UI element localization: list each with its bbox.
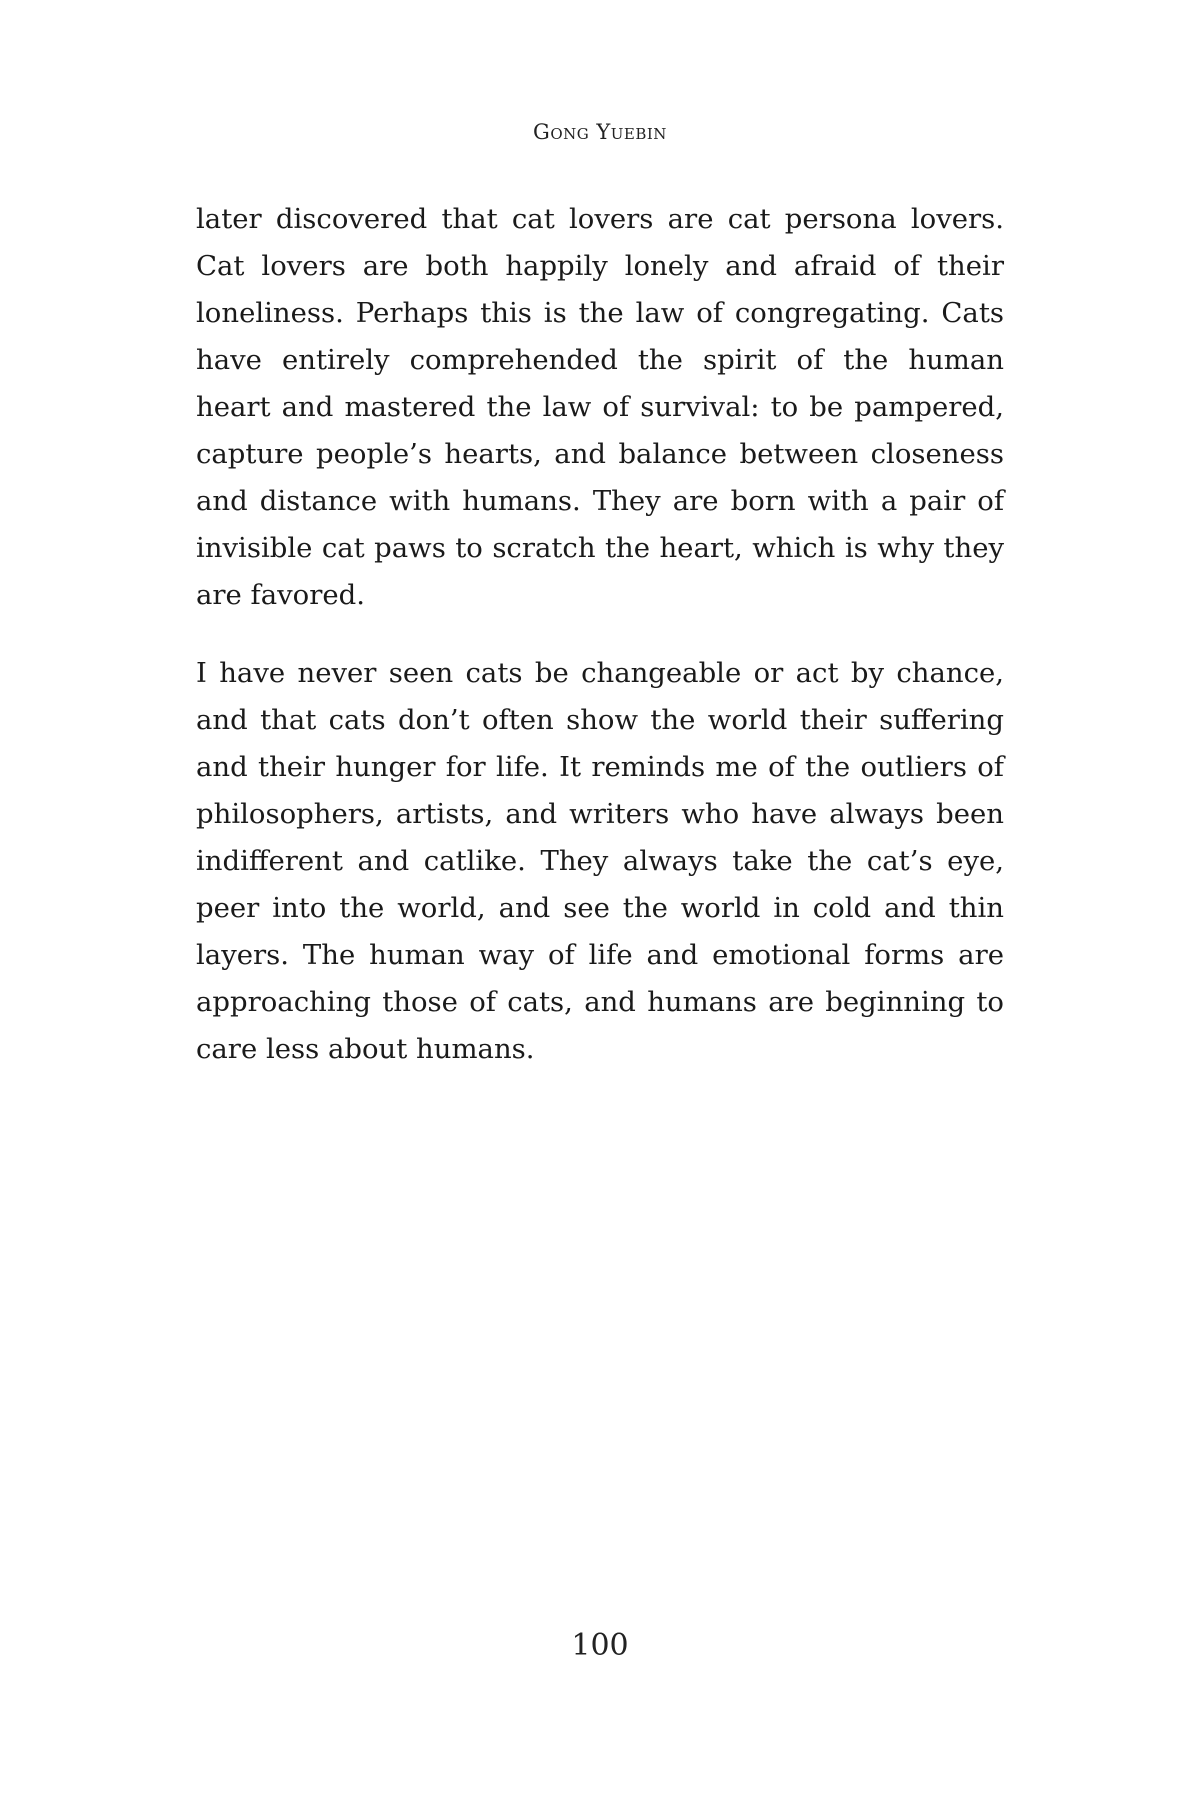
page-number: 100 <box>571 1628 629 1663</box>
running-head: Gong Yuebin <box>533 120 667 144</box>
paragraph: I have never seen cats be changeable or act by chance, and that cats don’t often show the world their suffering and their hunger for life. It reminds me of the outliers of philosophers, artists, and writers who have always been indifferent and catlike. They always take the cat’s eye, peer into the world, and see the world in cold and thin layers. The human way of life and emotional forms are approaching those of cats, and humans are beginning to care less about humans. <box>196 657 1004 1065</box>
body-text <box>196 196 1004 1104</box>
paragraph: later discovered that cat lovers are cat persona lovers. Cat lovers are both happily lonely and afraid of their loneliness. Perhaps this is the law of congregating. Cats have entirely comprehended the spirit of the human heart and mastered the law of survival: to be pampered, capture people’s hearts, and balance between closeness and distance with humans. They are born with a pair of invisible cat paws to scratch the heart, which is why they are favored. <box>196 203 1004 611</box>
